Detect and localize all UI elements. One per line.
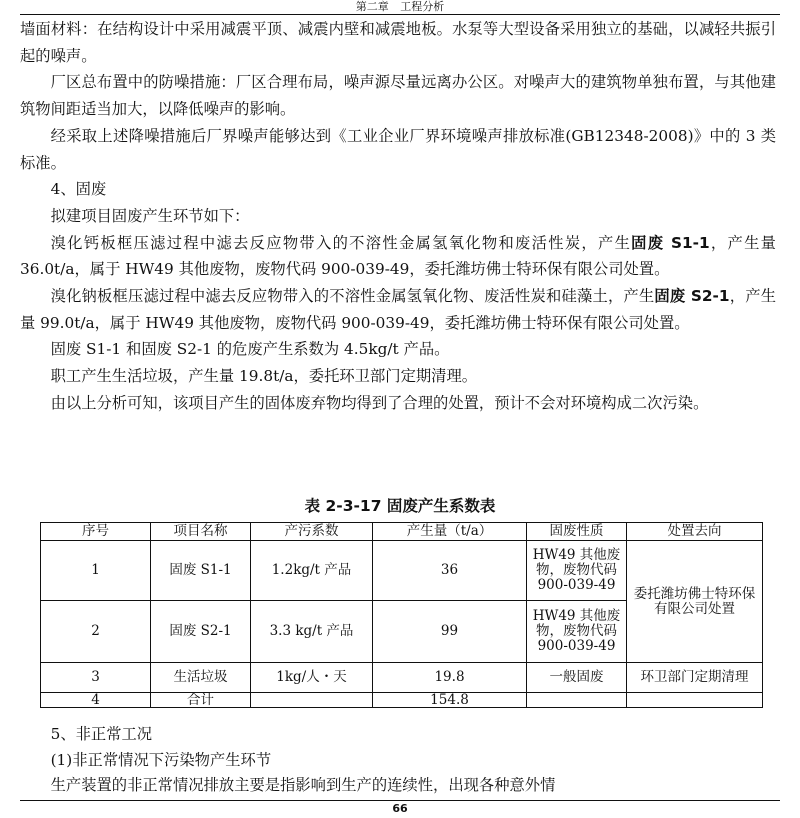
paragraph: 由以上分析可知，该项目产生的固体废弃物均得到了合理的处置，预计不会对环境构成二次污染。 [50,393,709,412]
table-caption: 表 2-3-17 固废产生系数表 [304,497,496,515]
paragraph: 生产装置的非正常情况排放主要是指影响到生产的连续性，出现各种意外情 [50,776,556,794]
cell-nature: HW49 其他废物，废物代码 900-039-49 [527,601,627,663]
table-row [41,541,763,601]
table-row [41,693,763,708]
section-heading: 5、非正常工况 [50,725,153,743]
cell-amount: 36 [373,541,527,601]
paragraph [20,283,776,336]
cell-disposal: 环卫部门定期清理 [627,663,763,693]
cell-disposal [627,693,763,708]
cell-nature: HW49 其他废物，废物代码 900-039-49 [527,541,627,601]
header-cell: 固废性质 [527,523,627,541]
page-number: 66 [392,802,408,815]
cell-coef: 3.3 kg/t 产品 [251,601,373,663]
cell-amount: 154.8 [373,693,527,708]
table-header-row [41,523,763,541]
paragraph: 经采取上述降噪措施后厂界噪声能够达到《工业企业厂界环境噪声排放标准(GB12348-2008)》中的 3 类标准。 [20,126,776,172]
paragraph: 厂区总布置中的防噪措施：厂区合理布局，噪声源尽量远离办公区。对噪声大的建筑物单独布置，与其他建筑物间距适当加大，以降低噪声的影响。 [20,73,776,119]
paragraph: 拟建项目固废产生环节如下： [50,206,250,225]
cell-amount: 99 [373,601,527,663]
chapter-label: 第二章 [355,0,389,13]
cell-no: 3 [41,663,151,693]
header-cell: 项目名称 [151,523,251,541]
header-cell: 处置去向 [627,523,763,541]
header-cell: 产生量（t/a） [373,523,527,541]
cell-amount: 19.8 [373,663,527,693]
text-span: ，产生量 99.0t/a，属于 HW49 其他废物，废物代码 900-039-49，委托潍坊佛士特环保有限公司处置。 [20,287,776,332]
cell-coef [251,693,373,708]
cell-name: 生活垃圾 [151,663,251,693]
sub-heading: (1)非正常情况下污染物产生环节 [50,750,272,769]
cell-name: 固废 S1-1 [151,541,251,601]
cell-coef: 1kg/人・天 [251,663,373,693]
header-cell: 产污系数 [251,523,373,541]
bold-term: 固废 S1-1 [631,233,710,252]
cell-name: 合计 [151,693,251,708]
section-heading: 4、固废 [50,180,107,199]
cell-no: 1 [41,541,151,601]
cell-coef: 1.2kg/t 产品 [251,541,373,601]
chapter-title: 工程分析 [400,0,445,13]
cell-no: 2 [41,601,151,663]
cell-disposal: 委托潍坊佛士特环保有限公司处置 [627,541,763,663]
cell-nature: 一般固废 [527,663,627,693]
footer-rule [20,800,780,801]
paragraph [20,230,776,283]
paragraph: 职工产生生活垃圾，产生量 19.8t/a，委托环卫部门定期清理。 [50,367,478,386]
text-span: 溴化钠板框压滤过程中滤去反应物带入的不溶性金属氢氧化物、废活性炭和硅藻土，产生 [50,287,655,306]
cell-no: 4 [41,693,151,708]
table-row [41,663,763,693]
solid-waste-table [40,522,763,708]
paragraph: 墙面材料：在结构设计中采用减震平顶、减震内壁和减震地板。水泵等大型设备采用独立的基础，以减轻共振引起的噪声。 [20,20,776,65]
section-5 [20,722,776,799]
text-span: 溴化钙板框压滤过程中滤去反应物带入的不溶性金属氢氧化物和废活性炭，产生 [50,233,632,252]
page-header [20,0,780,15]
cell-name: 固废 S2-1 [151,601,251,663]
bold-term: 固废 S2-1 [654,287,730,306]
text-span: ，产生量 36.0t/a，属于 HW49 其他废物，废物代码 900-039-49，委托潍坊佛士特环保有限公司处置。 [20,233,776,279]
header-cell: 序号 [41,523,151,541]
cell-nature [527,693,627,708]
body-text [20,16,776,417]
paragraph: 固废 S1-1 和固废 S2-1 的危废产生系数为 4.5kg/t 产品。 [50,340,450,359]
